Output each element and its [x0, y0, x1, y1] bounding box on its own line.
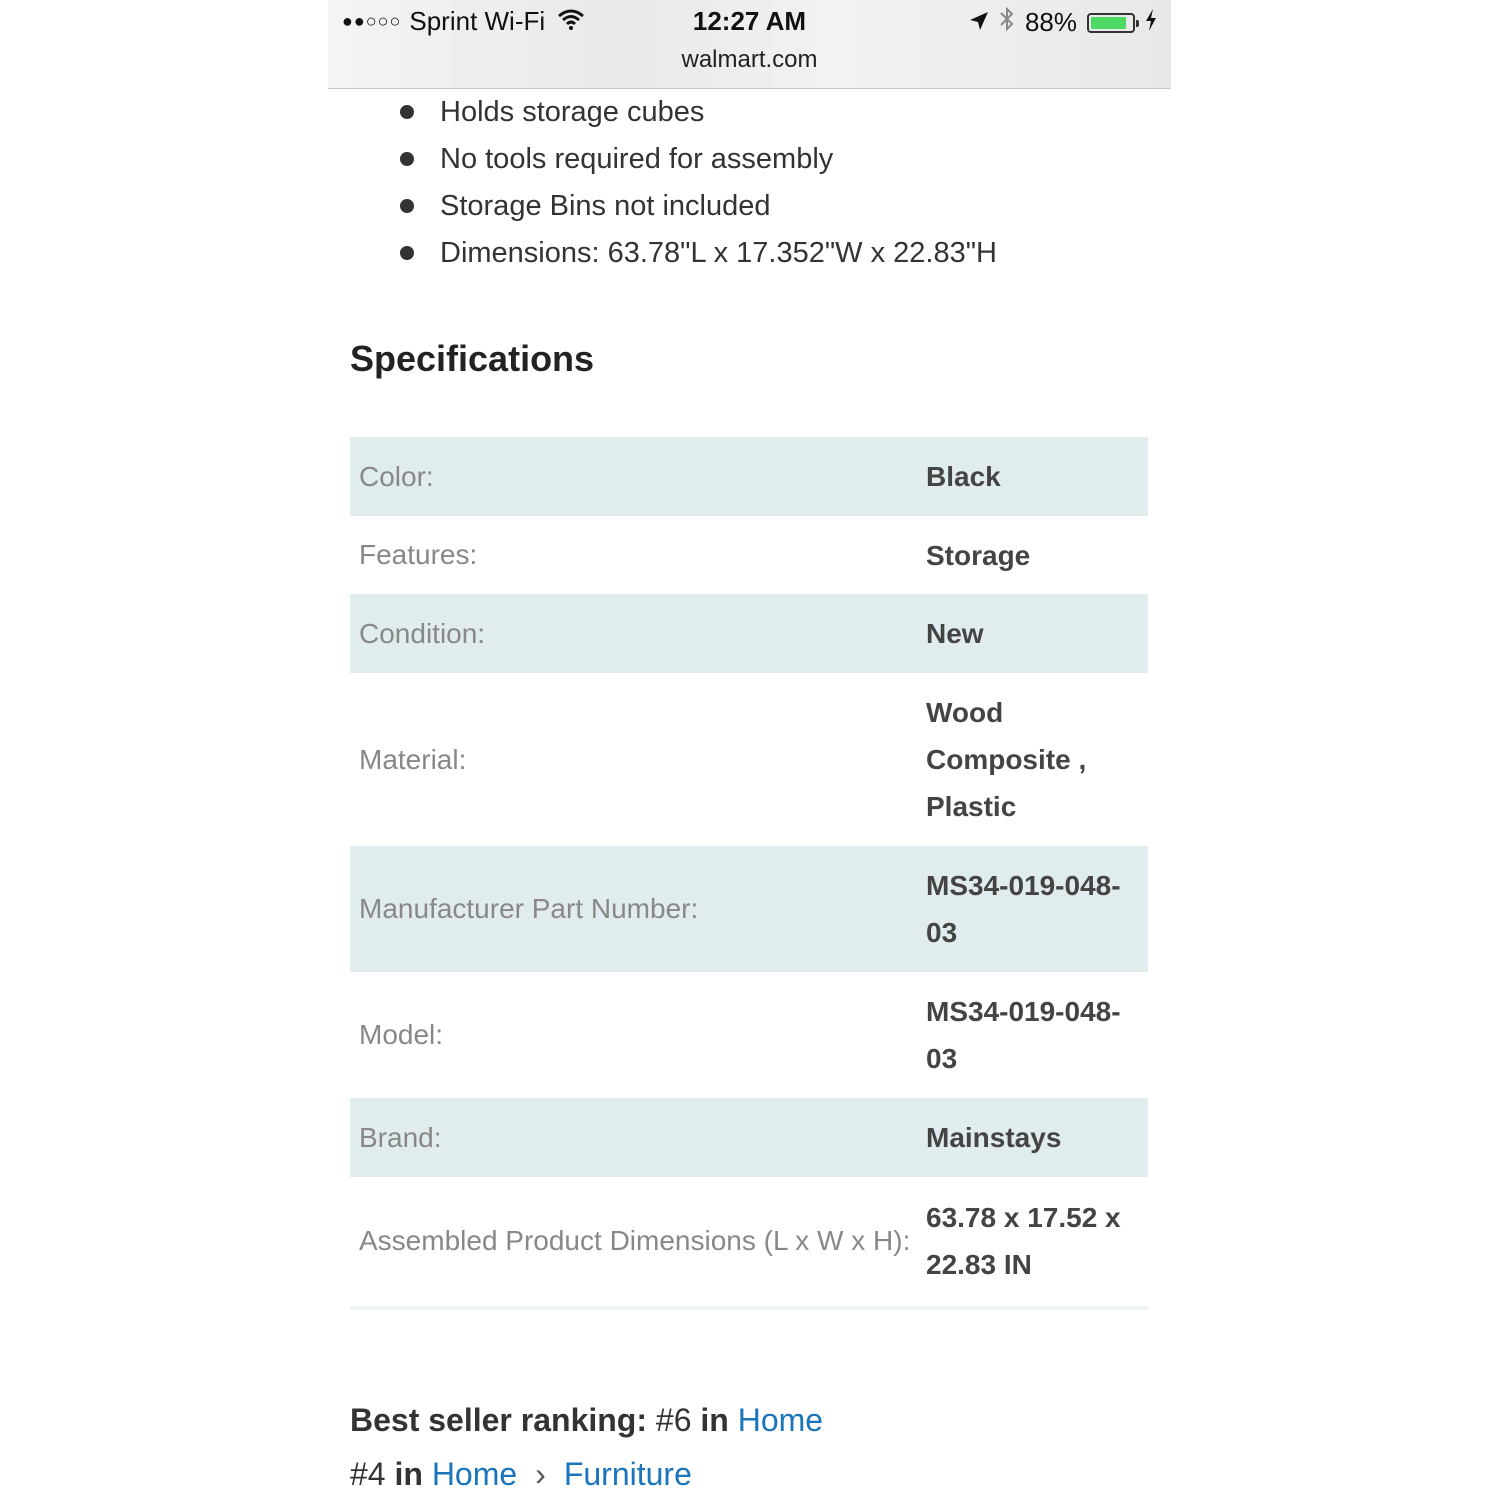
spec-label: Color: [359, 460, 434, 492]
battery-level [1091, 17, 1126, 29]
spec-value [926, 972, 1148, 1098]
spec-value-line: Black [926, 461, 1001, 492]
status-time: 12:27 AM [692, 6, 807, 36]
spec-value-line: MS34-019-048- [926, 870, 1121, 901]
location-arrow-icon [969, 7, 989, 38]
phone-screen [328, 0, 1171, 1500]
spec-value-line: New [926, 618, 984, 649]
feature-text: Storage Bins not included [440, 190, 771, 222]
status-bar [328, 0, 1171, 89]
category-link-furniture[interactable]: Furniture [563, 1456, 692, 1492]
charging-bolt-icon [1145, 7, 1157, 38]
carrier-name: Sprint Wi-Fi [409, 6, 546, 36]
spec-row [350, 1177, 1148, 1305]
rank-number: #4 [350, 1456, 386, 1492]
best-seller-label: Best seller ranking: [350, 1402, 647, 1438]
spec-value-line: 22.83 IN [926, 1249, 1032, 1280]
address-bar-url[interactable]: walmart.com [681, 46, 818, 73]
spec-value-line: Mainstays [926, 1122, 1062, 1153]
feature-text: Dimensions: 63.78"L x 17.352"W x 22.83"H [440, 237, 997, 269]
spec-value [926, 846, 1148, 972]
spec-row [350, 516, 1148, 594]
chevron-right-icon: › [535, 1456, 546, 1492]
rank-number: #6 [655, 1402, 692, 1438]
spec-label: Manufacturer Part Number: [359, 893, 699, 924]
battery-percent: 88% [1024, 7, 1077, 37]
bullet-icon [400, 246, 414, 260]
spec-row [350, 972, 1148, 1098]
spec-value-line: Storage [926, 539, 1031, 571]
best-seller-line-2 [350, 1456, 692, 1493]
signal-strength-icon: ●●○○○ [342, 11, 402, 31]
spec-value-line: 03 [926, 1043, 958, 1074]
spec-value-line: Plastic [926, 791, 1017, 822]
spec-label: Features: [359, 539, 478, 570]
feature-text: Holds storage cubes [440, 96, 705, 128]
spec-label: Assembled Product Dimensions (L x W x H): [359, 1225, 911, 1256]
feature-item [400, 92, 997, 139]
spec-value [926, 1177, 1148, 1305]
bullet-icon [400, 152, 414, 166]
spec-value-line: MS34-019-048- [926, 996, 1121, 1027]
table-divider [350, 1306, 1148, 1310]
spec-label: Brand: [359, 1121, 442, 1153]
feature-text: No tools required for assembly [440, 143, 834, 175]
spec-value [926, 437, 1148, 516]
specifications-table [350, 437, 1148, 1305]
spec-label: Condition: [359, 617, 486, 649]
bullet-icon [400, 105, 414, 119]
spec-value-line: 03 [926, 917, 958, 948]
best-seller-line-1 [350, 1402, 823, 1439]
bullet-icon [400, 199, 414, 213]
specifications-heading: Specifications [350, 338, 595, 379]
spec-value [926, 594, 1148, 673]
spec-value [926, 1098, 1148, 1177]
spec-label: Model: [359, 1019, 444, 1050]
spec-row [350, 1098, 1148, 1177]
status-right [959, 6, 1157, 39]
spec-row [350, 437, 1148, 516]
spec-value-line: Composite , [926, 744, 1087, 775]
feature-item [400, 233, 997, 280]
spec-value-line: 63.78 x 17.52 x [926, 1202, 1121, 1233]
spec-row [350, 673, 1148, 846]
feature-list [400, 92, 997, 280]
spec-label: Material: [359, 743, 467, 775]
spec-value [926, 516, 1148, 594]
battery-icon [1087, 13, 1135, 33]
feature-item [400, 139, 997, 186]
feature-item [400, 186, 997, 233]
rank-in: in [394, 1456, 423, 1492]
category-link-home[interactable]: Home [431, 1456, 518, 1492]
spec-row [350, 594, 1148, 673]
bluetooth-icon [999, 6, 1015, 39]
category-link-home[interactable]: Home [737, 1402, 824, 1438]
spec-row [350, 846, 1148, 972]
spec-value-line: Wood [926, 697, 1004, 728]
spec-value [926, 673, 1148, 846]
rank-in: in [700, 1402, 729, 1438]
